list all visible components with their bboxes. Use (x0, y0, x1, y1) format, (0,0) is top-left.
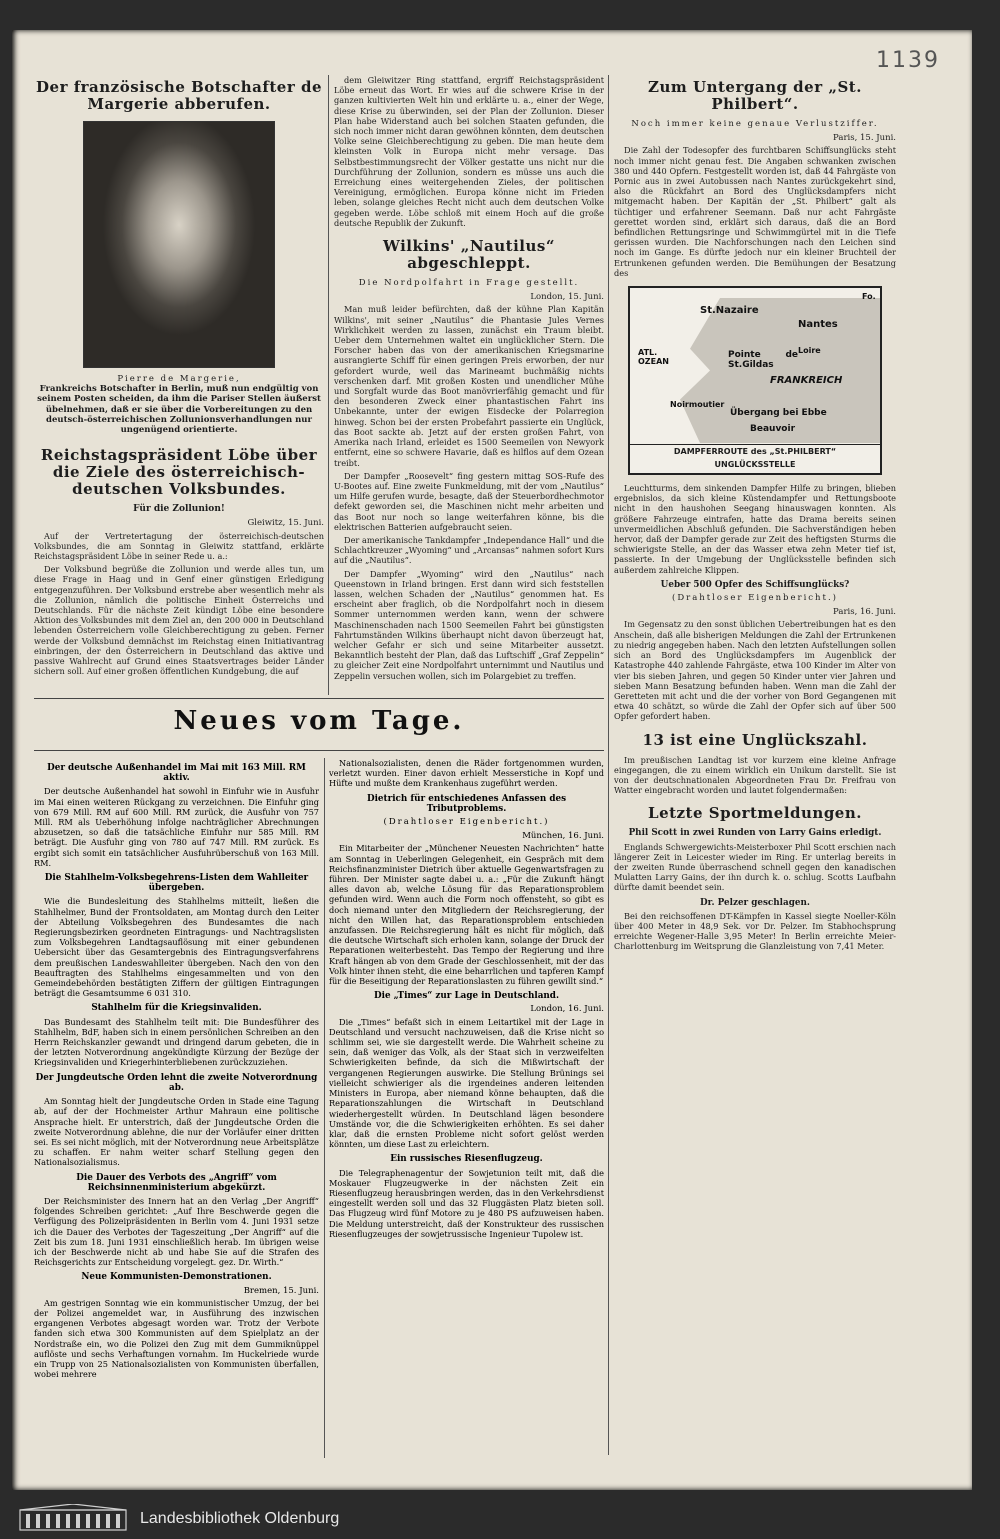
paragraph: Die Zahl der Todesopfer des furchtbaren Schiffsunglücks steht noch immer nicht genau fest. Die Angaben schwanken zwischen 380 und 440 Opfern. Festgestellt worden ist, daß 44 Fahrgäste von Pornic aus in zwei Autobussen nach Nantes zurückgekehrt sind, also die Rückfahrt an Bord des Unglücksdampfers nicht mitgemacht haben. Der Kapitän der „St. Philbert“ galt als tüchtiger und erfahrener Seemann. Daß nur acht Fahrgäste gerettet worden sind, erklärt sich daraus, daß die an Bord befindlichen Rettungsringe und Schwimmgürtel mit in die Tiefe gerissen wurden. Die Nachforschungen nach den Leichen sind noch im Gange. Es dürfte jedoch nur ein kleiner Bruchteil der Ertrunkenen gefunden werden. Die Bemühungen der Besatzung des (614, 145, 896, 278)
viewer-footer (0, 1500, 1000, 1539)
page-number: 1139 (876, 48, 940, 73)
paragraph: Bei den reichsoffenen DT-Kämpfen in Kassel siegte Noeller-Köln über 400 Meter in 48,9 Sek. vor Dr. Pelzer. Im Stabhochsprung erreichte Wegener-Halle 3,95 Meter! In Berlin erreichte Meier-Charlottenburg im Weitsprung die Glanzleistung von 7,41 Meter. (614, 910, 896, 952)
paragraph: Ein Mitarbeiter der „Münchener Neuesten Nachrichten“ hatte am Sonntag in Ueberlingen Gelegenheit, ein Gespräch mit dem Reichsfinanzminister Dietrich über aktuelle Gegenwartsfragen zu führen. Der Minister sagte dabei u. a.: „Für die Zukunft hängt alles davon ab, welche Lösung für das Reparationsproblem gefunden wird. Wenn auch die Form noch offensteht, so gibt es doch niemand unter den Mitgliedern der Reichsregierung, der nicht den Willen hat, das Reparationsproblem entschieden anzufassen. Die Reichsregierung hält es nicht für möglich, daß die deutsche Wirtschaft sich erholen kann, solange der Druck der Reparationen weiterbesteht. Das Tempo der Regierung und ihre Kraft hängen ab von dem Grade der Geschlossenheit, mit der das Volk hinter ihnen steht, die eine beharrlichen und tapferen Kampf für die Beseitigung der Reparationslasten zu führen gewillt sind.“ (329, 843, 604, 987)
paragraph: Der Volksbund begrüße die Zollunion und werde alles tun, um diese Frage in Haag und in Genf einer günstigen Erledigung entgegenzuführen. Der Volksbund erstrebe aber wesentlich mehr als die Zollunion, nämlich die politische Einheit Österreichs und Deutschlands. Für die nächste Zeit kündigt Löbe eine besondere Aktion des Volksbundes mit dem Ziel an, den 200 000 in Deutschland lebenden Österreichern volle Gleichberechtigung zu geben. Ferner werde der Volksbund demnächst im Reichstag einen Initiativantrag einbringen, der den Österreichern in Deutschland das aktive und passive Wahlrecht auf Grund eines Staatsvertrages beider Länder sichern soll. Auf einer großen öffentlichen Kundgebung, die auf (34, 564, 324, 677)
column-rule (608, 75, 609, 1455)
source-note: (Drahtloser Eigenbericht.) (383, 817, 550, 828)
column-2 (334, 75, 604, 695)
paragraph: Der amerikanische Tankdampfer „Independance Hall“ und die Schlachtkreuzer „Wyoming“ und „Arcansas“ nahmen sofort Kurs auf die „Nautilus“. (334, 534, 604, 566)
article-title-margerie: Der französische Botschafter de Margerie abberufen. (36, 78, 322, 113)
section-rule (34, 750, 604, 751)
column-rule (328, 75, 329, 695)
subheading: Der Jungdeutsche Orden lehnt die zweite Notverordnung ab. (35, 1072, 318, 1093)
paragraph: Englands Schwergewichts-Meisterboxer Phil Scott erschien nach längerer Zeit in Leicester wieder im Ring. Er unterlag bereits in der zweiten Runde überraschend schnell gegen den kanadischen Mulatten Larry Gains, der ihn durch k. o. schlug. Scotts Laufbahn dürfte damit beendet sein. (614, 841, 896, 893)
dateline-paris-2: Paris, 16. Juni. (833, 607, 896, 618)
lower-column-1 (34, 758, 319, 1458)
map-legend-route: DAMPFERROUTE des „St.PHILBERT“ (673, 447, 837, 457)
paragraph: Das Bundesamt des Stahlhelm teilt mit: Die Bundesführer des Stahlhelm, BdF, haben sich in einem persönlichen Schreiben an den Herrn Reichskanzler gewandt und dringend darum gebeten, die in der letzten Notverordnung angekündigte Kürzung der Bezüge der Kriegsinvaliden und Kriegerhinterbliebenen zurückzuziehen. (34, 1016, 319, 1068)
map-label: Loire (798, 346, 821, 356)
dateline-gleiwitz: Gleiwitz, 15. Juni. (247, 518, 324, 529)
paragraph: Der Dampfer „Roosevelt“ fing gestern mittag SOS-Rufe des U-Bootes auf. Eine zweite Funkmeldung, mit der vom „Nautilus“ um Hilfe gerufen wurde, besagte, daß der Steuerbordhechmotor defekt geworden sei, die Maschinen nicht mehr arbeiten und das Boot nur noch so lange weiterfahren könne, bis die elektrischen Batterien aufgebraucht seien. (334, 470, 604, 532)
map-landmass (680, 298, 880, 443)
map-legend-site: UNGLÜCKSSTELLE (714, 460, 796, 470)
column-3 (614, 75, 896, 1375)
paragraph: dem Gleiwitzer Ring stattfand, ergriff Reichstagspräsident Löbe erneut das Wort. Er wies auf die schwere Krise in der ganzen kultivierten Welt hin und erklärte u. a., einer der Wege, diese Krise zu überwinden, sei der Plan der Zollunion. Dieser Plan habe Widerstand auch bei solchen Staaten gefunden, die sich noch immer nicht daran gewöhnen könnten, dem deutschen Volke seine Gleichberechtigung zu geben. Die man heute dem kleinsten Volk in Europa nicht mehr versage. Das Selbstbestimmungsrecht der Völker gestatte uns nicht nur die Durchführung der Zollunion, sondern es müsse uns auch die Erreichung eines weitergehenden Zieles, der politischen Vereinigung, ermöglichen. Europa könne nicht im Frieden leben, solange gleiches Recht nicht auch dem deutschen Volke gegeben werde. Löbe schloß mit einem Hoch auf die große deutsche Republik der Zukunft. (334, 75, 604, 228)
subheading: Stahlhelm für die Kriegsinvaliden. (91, 1003, 262, 1014)
article-title-philbert: Zum Untergang der „St. Philbert“. (648, 78, 862, 113)
library-building-icon (18, 1504, 128, 1532)
map-label: Nantes (798, 319, 838, 331)
article-title-loebe: Reichstagspräsident Löbe über die Ziele des österreichisch-deutschen Volksbundes. (40, 446, 318, 499)
map-label: Übergang bei Ebbe (730, 408, 827, 419)
paragraph: Der Dampfer „Wyoming“ wird den „Nautilus“ nach Queenstown in Irland bringen. Erst dann wird sich feststellen lassen, welchen Schaden der „Nautilus“ genommen hat. Es erscheint aber fraglich, ob die Nordpolfahrt noch in diesem Sommer unternommen werden kann, wenn der schwere Maschinenschaden nach 1500 Seemeilen Fahrt bei günstigsten Fahrtumständen Wilkins überhaupt nicht davon überzeugt hat, welcher Gefahr er sich und seine Mitarbeiter aussetzt. Bekanntlich besteht der Plan, daß das Luftschiff „Graf Zeppelin“ zu gleicher Zeit eine Nordpolfahrt unternimmt und Nautilus und Zeppelin versuchen wollen, sich im Polargebiet zu treffen. (334, 568, 604, 681)
subheading: Neue Kommunisten-Demonstrationen. (81, 1272, 272, 1283)
paragraph: Der Reichsminister des Innern hat an den Verlag „Der Angriff“ folgendes Schreiben gerichtet: „Auf Ihre Beschwerde gegen die Verfügung des Polizeipräsidenten in Berlin vom 4. Juni 1931 setze ich die Dauer des Verbotes der Tageszeitung „Der Angriff“ auf die Zeit bis zum 18. Juni 1931 einschließlich herab. Im übrigen weise ich der Beschwerde nicht ab und habe Sie auf die Strafen des Reichsgerichts zur Entscheidung vorgelegt. gez. Dr. Wirth.“ (34, 1195, 319, 1268)
article-title-13: 13 ist eine Unglückszahl. (642, 730, 868, 749)
map-label: Noirmoutier (670, 400, 725, 410)
paragraph: Die Telegraphenagentur der Sowjetunion teilt mit, daß die Moskauer Flugzeugwerke in der nächsten Zeit ein Riesenflugzeug herausbringen werden, das in den Verkehrsdienst eingestellt werden soll und das 32 Fluggästen Platz bieten soll. Das Flugzeug wird fünf Motore zu je 480 PS aufzuweisen haben. Die Meldung unterstreicht, daß der Konstrukteur des russischen Riesenflugzeuges der sowjetrussische Ingenieur Tupolew ist. (329, 1167, 604, 1239)
map-label: Pointe de St.Gildas (728, 350, 798, 371)
paragraph: Der deutsche Außenhandel hat sowohl in Einfuhr wie in Ausfuhr im Mai einen weiteren Rückgang zu verzeichnen. Die Einfuhr ging von 679 Mill. RM auf 600 Mill. RM zurück, die Ausfuhr von 757 Mill. RM als Ueberhöhung infolge nachträglicher Abrechnungen abzusetzen, so daß die tatsächliche Einfuhr nur 585 Mill. RM beträgt. Die Ausfuhr ging von 780 auf 747 Mill. RM zurück. Es ergibt sich somit ein tatsächlicher Ausfuhrüberschuß von 163 Mill. RM. (34, 786, 319, 868)
dateline-bremen: Bremen, 15. Juni. (243, 1285, 319, 1296)
subheading-pelzer: Dr. Pelzer geschlagen. (700, 897, 810, 908)
newspaper-page (12, 30, 972, 1490)
portrait-photo (83, 121, 275, 368)
portrait-caption-name: Pierre de Margerie, (117, 374, 241, 384)
paragraph: Auf der Vertretertagung der österreichisch-deutschen Volksbundes, die am Sonntag in Gleiwitz stattfand, erklärte Reichstagspräsident Löbe in seiner Rede u. a.: (34, 530, 324, 562)
subheading: Die „Times“ zur Lage in Deutschland. (373, 991, 560, 1002)
article-title-nautilus: Wilkins' „Nautilus“ abgeschleppt. (382, 237, 555, 273)
map-legend (630, 444, 880, 473)
lower-column-2 (329, 758, 604, 1458)
paragraph: Nationalsozialisten, denen die Räder fortgenommen wurden, verletzt wurden. Einer davon erhielt Messerstiche in Kopf und Hüfte und mußte dem Krankenhaus zugeführt werden. (329, 758, 604, 789)
column-rule (324, 758, 325, 1458)
paragraph: Im Gegensatz zu den sonst üblichen Uebertreibungen hat es den Anschein, daß alle bisherigen Meldungen die Zahl der Ertrunkenen zu niedrig angegeben haben. Nach den letzten Aufstellungen sollen sich an Bord des Unglücksdampfers im Augenblick der Katastrophe 440 zahlende Fahrgäste, etwa 100 Kinder im Alter von vier bis sieben Jahren, und gegen 50 Kinder unter vier Jahren und sieben Mann Besatzung befunden haben. Wenn man die Zahl der Geretteten mit acht und die der vorher von Bord Gegangenen mit etwa 40 schätzt, so würde die Zahl der Opfer sich auf über 500 Opfer gefordert haben. (614, 619, 896, 722)
article-subtitle-nautilus: Die Nordpolfahrt in Frage gestellt. (358, 278, 580, 289)
map-label: ATL. OZEAN (638, 348, 669, 367)
shipwreck-map (628, 286, 882, 475)
section-rule (34, 698, 604, 699)
subheading: Die Dauer des Verbots des „Angriff“ vom Reichsinnenministerium abgekürzt. (76, 1172, 277, 1193)
library-name: Landesbibliothek Oldenburg (140, 1510, 340, 1527)
subheading: Die Stahlhelm-Volksbegehrens-Listen dem Wahlleiter übergeben. (44, 873, 309, 894)
dateline-paris: Paris, 15. Juni. (833, 133, 896, 144)
paragraph: Leuchtturms, dem sinkenden Dampfer Hilfe zu bringen, blieben ergebnislos, da sich kleine Küstendampfer und Rettungsboote nicht in den haushohen Seegang hinauswagen konnten. Als größere Fahrzeuge eintrafen, hatte das Drama bereits seinen unvermeidlichen Abschluß gefunden. Die Sachverständigen heben hervor, daß der Dampfer gerade zur Zeit des heftigsten Sturms die schwierigste Stelle, an der das Wasser etwa zehn Meter tief ist, passierte. In der Umgebung der Unglücksstelle befinden sich außerdem zahlreiche Klippen. (614, 483, 896, 575)
column-1 (34, 75, 324, 695)
dateline-london-2: London, 16. Juni. (530, 1004, 604, 1015)
subheading-scott: Phil Scott in zwei Runden von Larry Gains erledigt. (628, 828, 882, 839)
paragraph: Am gestrigen Sonntag wie ein kommunistischer Umzug, der bei der Polizei angemeldet war, in Ausführung des inzwischen ergangenen Verbotes abgesagt worden war. Trotz der Verbote fanden sich etwa 300 Kommunisten auf dem Spielplatz an der Nordstraße ein, wo die Polizei den Zug mit dem Gummiknüppel auflöste und sechs Verhaftungen vornahm. Im Huckelriede wurde ein Trupp von 25 Nationalsozialisten von Kommunisten überfallen, wobei mehrere (34, 1297, 319, 1380)
article-title-sport: Letzte Sportmeldungen. (648, 804, 862, 823)
portrait-caption-text: Frankreichs Botschafter in Berlin, muß nun endgültig von seinem Posten scheiden, da ihm die Pariser Stellen äußerst übelnehmen, daß er sie über die Vorbereitungen zu den deutsch-österreichischen Zollunionsverhandlungen nur ungenügend orientierte. (37, 384, 321, 436)
dateline-muenchen: München, 16. Juni. (522, 831, 604, 842)
dateline-london: London, 15. Juni. (530, 292, 604, 303)
article-subtitle-philbert: Noch immer keine genaue Verlustziffer. (631, 119, 879, 129)
subheading-opfer: Ueber 500 Opfer des Schiffsunglücks? (660, 579, 850, 590)
paragraph: Die „Times“ befaßt sich in einem Leitartikel mit der Lage in Deutschland und versucht nachzuweisen, daß die Krise nicht so schlimm sei, wie sie dargestellt werde. Die Wahrheit scheine zu sein, daß weniger das Volk, als der Staat sich in verzweifelten Schwierigkeiten befinde, da sich die Mißwirtschaft der vergangenen Regierungen auswirke. Die Stellung Brünings sei vielleicht schwieriger als die irgendeines anderen leitenden Ministers in Europa, aber niemand könne behaupten, daß die Reparationszahlungen die Wirtschaft in Deutschland wiederhergestellt würden. In Deutschland lägen besondere Umstände vor, die die Schwierigkeiten erhöhten. Es sei daher klar, daß die ernsten Probleme nicht sofort gelöst werden könnten, um diese Last zu erleichtern. (329, 1016, 604, 1150)
paragraph: Wie die Bundesleitung des Stahlhelms mitteilt, ließen die Stahlhelmer, Bund der Frontsoldaten, am Montag durch den Leiter der Abteilung Volksbegehren des Bundesamtes die nach Regierungsbezirken geordneten Eintragungs- und Nachtragslisten zum Volksbegehren Landtagsauflösung mit einer gebundenen Uebersicht über das Gesamtergebnis des Eintragungsverfahrens dem preußischen Landeswahlleiter übergeben. Nach den von den Beauftragten des Stahlhelms eingesammelten und von den Gemeindebehörden bestätigten Ziffern der gültigen Eintragungen beträgt die Gesamtsumme 6 031 310. (34, 896, 319, 999)
subheading: Ein russisches Riesenflugzeug. (390, 1154, 543, 1165)
source-note: (Drahtloser Eigenbericht.) (672, 593, 838, 604)
article-subtitle-loebe: Für die Zollunion! (133, 504, 225, 515)
subheading: Dietrich für entschiedenes Anfassen des Tributproblems. (366, 793, 567, 814)
map-label: Beauvoir (750, 424, 796, 435)
map-label: FRANKREICH (770, 375, 843, 387)
section-title-neues-vom-tage: Neues vom Tage. (173, 706, 465, 736)
map-label: St.Nazaire (700, 305, 759, 317)
subheading: Der deutsche Außenhandel im Mai mit 163 Mill. RM aktiv. (47, 763, 306, 784)
paragraph: Im preußischen Landtag ist vor kurzem eine kleine Anfrage eingegangen, die zu einem wirklich ein Unikum darstellt. Sie ist von der deutschnationalen Abgeordneten Frau Dr. Freifrau von Watter eingebracht worden und lautet folgendermaßen: (614, 754, 896, 796)
paragraph: Am Sonntag hielt der Jungdeutsche Orden in Stade eine Tagung ab, auf der der Hochmeister Arthur Mahraun eine politische Ansprache hielt. Er unterstrich, daß der Jungdeutsche Orden die zweite Notverordnung ablehne, die nur der Vorläufer einer dritten sei. Es sei nicht möglich, mit der Notverordnung neue Arbeitsplätze zu schaffen. Er nahm weiter scharf Stellung gegen den Nationalsozialismus. (34, 1096, 319, 1168)
map-label: Fo. (862, 292, 876, 302)
paragraph: Man muß leider befürchten, daß der kühne Plan Kapitän Wilkins', mit seiner „Nautilus“ die Phantasie Jules Vernes Wirklichkeit werden zu lassen, zunächst ein Traum bleibt. Ueber dem Unternehmen waltet ein unglücklicher Stern. Die Forscher haben das von der amerikanischen Kriegsmarine ausrangierte Schiff für einen geringen Preis erworben, der nur gefordert wurde, weil das Marineamt buchmäßig nichts verschenken darf. Mit großen Kosten und unendlicher Mühe und Sorgfalt wurde das Boot manövrierfähig gemacht und für den besonderen Zweck einer phantastischen Fahrt ins Unbekannte, unter der ewigen Eisdecke der Polarregion hinweg. Schon bei der ersten Probefahrt passierte ein Unglück, das Boot sackte ab. Jetzt auf der ersten großen Fahrt, von Amerika nach Irland, erleidet es 1500 Seemeilen von Newyork entfernt, eine so schwere Havarie, daß es hilflos auf dem Ozean treibt. (334, 304, 604, 468)
